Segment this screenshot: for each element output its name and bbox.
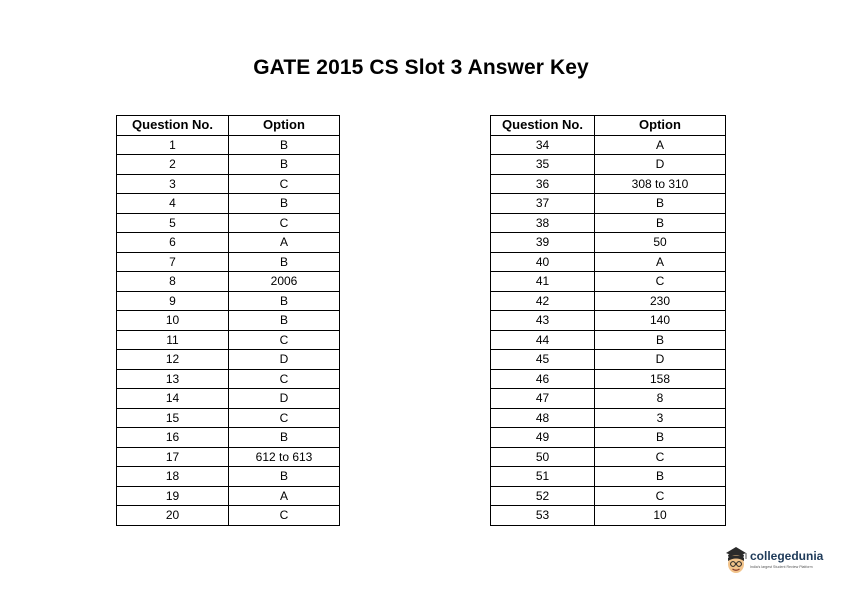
collegedunia-logo[interactable] xyxy=(724,544,834,578)
question-number-cell: 3 xyxy=(117,174,229,194)
table-row xyxy=(491,311,726,331)
table-row xyxy=(117,506,340,526)
answer-key-table-right xyxy=(490,115,726,526)
question-number-cell: 20 xyxy=(117,506,229,526)
question-number-cell: 5 xyxy=(117,213,229,233)
option-cell: 3 xyxy=(595,408,726,428)
graduate-face-icon xyxy=(724,544,748,576)
table-row xyxy=(491,233,726,253)
question-number-cell: 39 xyxy=(491,233,595,253)
option-cell: B xyxy=(229,428,340,448)
question-no-header: Question No. xyxy=(491,116,595,136)
table-row xyxy=(491,135,726,155)
option-cell: C xyxy=(229,506,340,526)
table-row xyxy=(491,350,726,370)
table-row xyxy=(491,467,726,487)
table-row xyxy=(491,174,726,194)
question-number-cell: 2 xyxy=(117,155,229,175)
table-row xyxy=(117,369,340,389)
question-number-cell: 53 xyxy=(491,506,595,526)
answer-key-table-left xyxy=(116,115,340,526)
question-number-cell: 13 xyxy=(117,369,229,389)
option-cell: 140 xyxy=(595,311,726,331)
question-number-cell: 41 xyxy=(491,272,595,292)
question-number-cell: 44 xyxy=(491,330,595,350)
table-row xyxy=(491,447,726,467)
option-cell: C xyxy=(595,486,726,506)
question-number-cell: 15 xyxy=(117,408,229,428)
question-number-cell: 17 xyxy=(117,447,229,467)
option-cell: B xyxy=(229,467,340,487)
table-row xyxy=(117,272,340,292)
table-row xyxy=(491,428,726,448)
logo-wordmark: collegedunia xyxy=(750,549,824,563)
option-cell: B xyxy=(595,467,726,487)
table-row xyxy=(491,369,726,389)
table-row xyxy=(117,213,340,233)
option-cell: 230 xyxy=(595,291,726,311)
table-row xyxy=(491,272,726,292)
table-row xyxy=(117,330,340,350)
question-number-cell: 51 xyxy=(491,467,595,487)
table-row xyxy=(491,389,726,409)
table-row xyxy=(117,291,340,311)
option-cell: B xyxy=(229,311,340,331)
question-number-cell: 19 xyxy=(117,486,229,506)
option-cell: A xyxy=(229,486,340,506)
question-number-cell: 35 xyxy=(491,155,595,175)
table-row xyxy=(491,506,726,526)
option-cell: D xyxy=(229,350,340,370)
question-number-cell: 16 xyxy=(117,428,229,448)
option-cell: C xyxy=(595,447,726,467)
table-row xyxy=(117,408,340,428)
question-number-cell: 42 xyxy=(491,291,595,311)
table-row xyxy=(491,252,726,272)
question-number-cell: 40 xyxy=(491,252,595,272)
question-number-cell: 38 xyxy=(491,213,595,233)
question-number-cell: 7 xyxy=(117,252,229,272)
option-cell: A xyxy=(595,135,726,155)
option-cell: 50 xyxy=(595,233,726,253)
question-number-cell: 46 xyxy=(491,369,595,389)
option-cell: B xyxy=(595,428,726,448)
option-cell: 10 xyxy=(595,506,726,526)
table-row xyxy=(117,428,340,448)
table-header-row xyxy=(491,116,726,136)
option-cell: B xyxy=(229,155,340,175)
option-cell: B xyxy=(595,194,726,214)
question-number-cell: 11 xyxy=(117,330,229,350)
option-cell: C xyxy=(595,272,726,292)
question-number-cell: 12 xyxy=(117,350,229,370)
question-number-cell: 18 xyxy=(117,467,229,487)
option-cell: 308 to 310 xyxy=(595,174,726,194)
question-number-cell: 45 xyxy=(491,350,595,370)
table-row xyxy=(117,447,340,467)
question-number-cell: 52 xyxy=(491,486,595,506)
table-row xyxy=(117,467,340,487)
table-row xyxy=(491,213,726,233)
table-header-row xyxy=(117,116,340,136)
table-row xyxy=(491,486,726,506)
option-cell: B xyxy=(229,194,340,214)
question-number-cell: 37 xyxy=(491,194,595,214)
question-number-cell: 6 xyxy=(117,233,229,253)
table-row xyxy=(117,135,340,155)
table-row xyxy=(117,155,340,175)
option-header: Option xyxy=(229,116,340,136)
option-cell: 8 xyxy=(595,389,726,409)
option-cell: 2006 xyxy=(229,272,340,292)
question-number-cell: 36 xyxy=(491,174,595,194)
option-header: Option xyxy=(595,116,726,136)
table-row xyxy=(491,291,726,311)
table-row xyxy=(117,486,340,506)
question-number-cell: 4 xyxy=(117,194,229,214)
question-number-cell: 10 xyxy=(117,311,229,331)
option-cell: D xyxy=(229,389,340,409)
question-number-cell: 43 xyxy=(491,311,595,331)
option-cell: 612 to 613 xyxy=(229,447,340,467)
table-row xyxy=(117,194,340,214)
option-cell: C xyxy=(229,174,340,194)
option-cell: B xyxy=(229,291,340,311)
table-row xyxy=(491,194,726,214)
option-cell: B xyxy=(229,252,340,272)
option-cell: B xyxy=(229,135,340,155)
option-cell: A xyxy=(229,233,340,253)
option-cell: C xyxy=(229,330,340,350)
question-number-cell: 34 xyxy=(491,135,595,155)
table-row xyxy=(117,252,340,272)
question-number-cell: 9 xyxy=(117,291,229,311)
option-cell: A xyxy=(595,252,726,272)
question-number-cell: 8 xyxy=(117,272,229,292)
option-cell: C xyxy=(229,408,340,428)
table-row xyxy=(491,155,726,175)
question-number-cell: 49 xyxy=(491,428,595,448)
question-number-cell: 14 xyxy=(117,389,229,409)
table-body xyxy=(117,135,340,525)
question-number-cell: 48 xyxy=(491,408,595,428)
page-title: GATE 2015 CS Slot 3 Answer Key xyxy=(253,56,589,79)
option-cell: C xyxy=(229,213,340,233)
option-cell: D xyxy=(595,350,726,370)
option-cell: B xyxy=(595,213,726,233)
option-cell: 158 xyxy=(595,369,726,389)
table-row xyxy=(491,330,726,350)
table-row xyxy=(491,408,726,428)
option-cell: B xyxy=(595,330,726,350)
table-row xyxy=(117,311,340,331)
question-number-cell: 47 xyxy=(491,389,595,409)
table-row xyxy=(117,389,340,409)
question-no-header: Question No. xyxy=(117,116,229,136)
table-row xyxy=(117,350,340,370)
option-cell: C xyxy=(229,369,340,389)
table-row xyxy=(117,174,340,194)
table-body xyxy=(491,135,726,525)
question-number-cell: 50 xyxy=(491,447,595,467)
logo-tagline: India's largest Student Review Platform xyxy=(750,565,813,569)
question-number-cell: 1 xyxy=(117,135,229,155)
option-cell: D xyxy=(595,155,726,175)
table-row xyxy=(117,233,340,253)
